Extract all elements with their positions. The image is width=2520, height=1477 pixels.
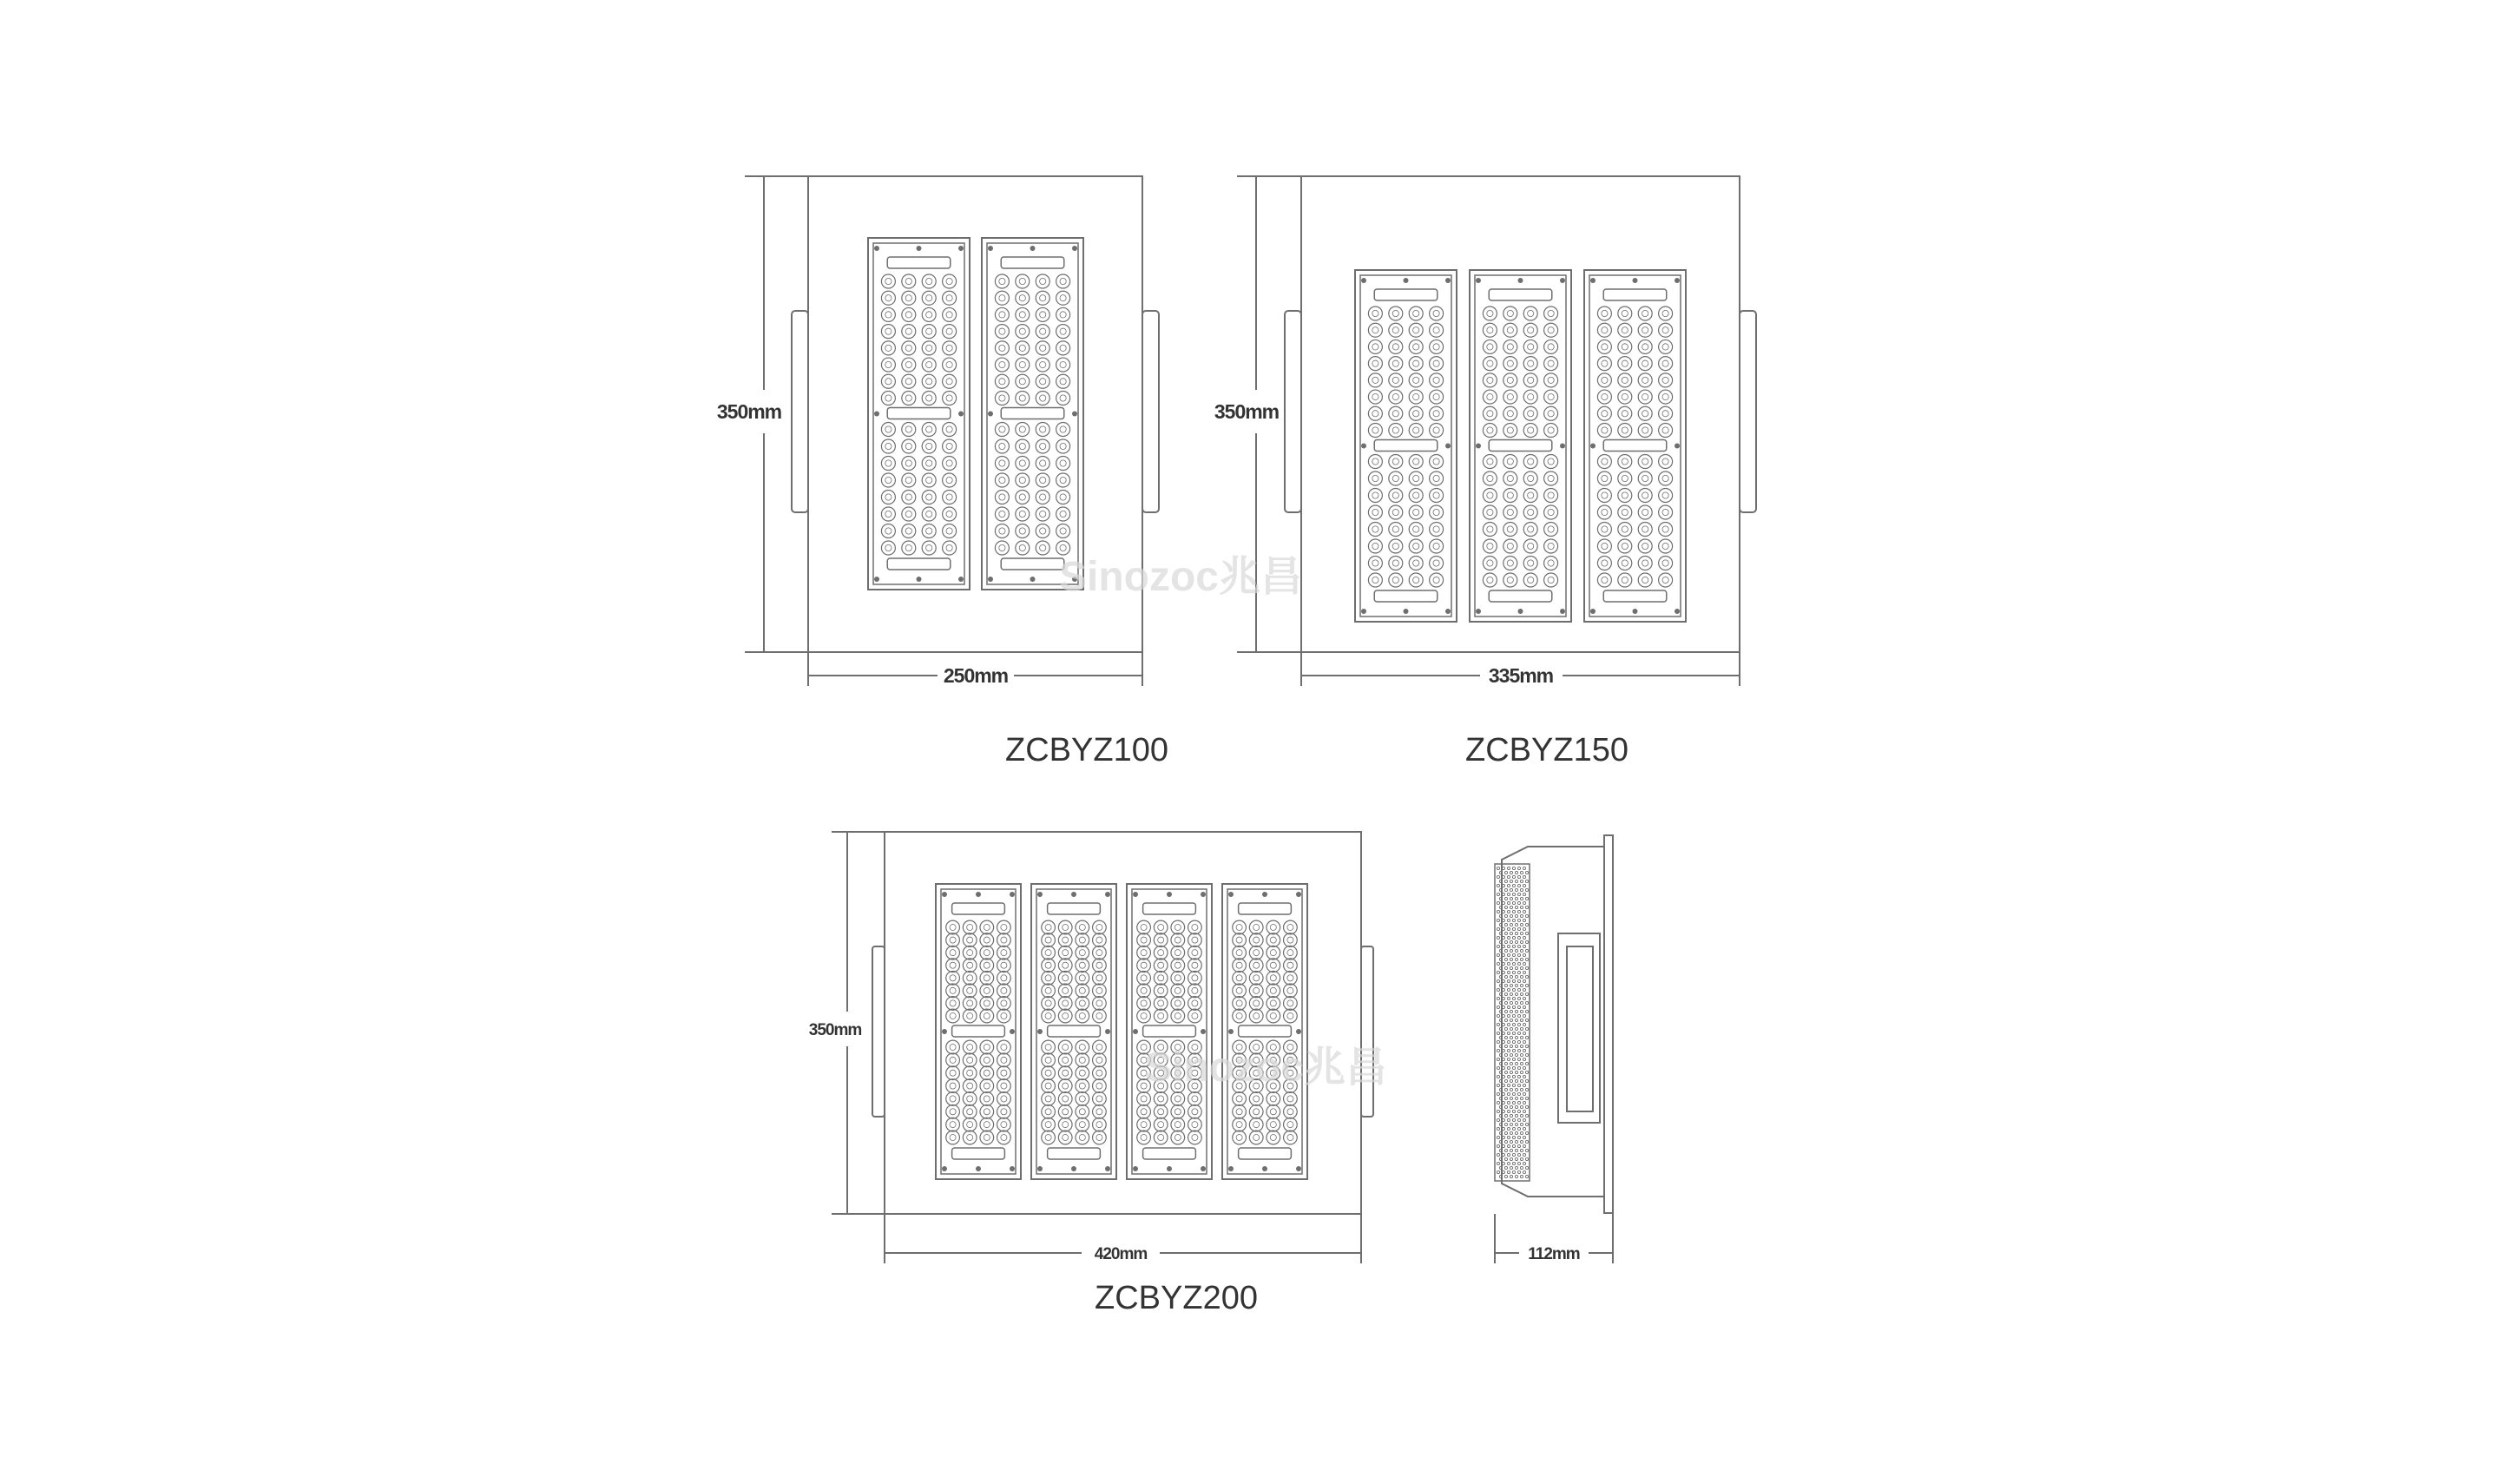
led-module <box>982 238 1083 590</box>
zcbyz100-width-label: 250mm <box>943 664 1009 687</box>
zcbyz100-height-label: 350mm <box>716 400 782 423</box>
led-module <box>1222 884 1307 1179</box>
led-module <box>868 238 970 590</box>
watermark-lower: Sinozoc兆昌 <box>1143 1045 1388 1091</box>
zcbyz100-modules <box>868 238 1083 590</box>
side-view-heatsink <box>1495 864 1530 1181</box>
led-module <box>1470 270 1571 622</box>
zcbyz200-height-label: 350mm <box>808 1021 862 1039</box>
zcbyz150-drawing <box>1214 176 1756 768</box>
watermark-upper: Sinozoc兆昌 <box>1058 554 1303 600</box>
led-module <box>1031 884 1116 1179</box>
zcbyz150-model-label: ZCBYZ150 <box>1465 732 1628 768</box>
zcbyz150-dimension-lines <box>1237 176 1740 686</box>
led-module <box>1355 270 1457 622</box>
zcbyz200-modules <box>936 884 1307 1179</box>
zcbyz200-width-label: 420mm <box>1094 1245 1148 1263</box>
side-view-drawing <box>1495 835 1613 1263</box>
zcbyz150-modules <box>1355 270 1686 622</box>
side-view-depth-label: 112mm <box>1528 1245 1580 1263</box>
zcbyz100-model-label: ZCBYZ100 <box>1005 732 1168 768</box>
led-module <box>1584 270 1686 622</box>
zcbyz100-drawing <box>717 176 1168 768</box>
led-module <box>936 884 1021 1179</box>
zcbyz150-width-label: 335mm <box>1488 664 1554 687</box>
zcbyz200-model-label: ZCBYZ200 <box>1095 1280 1258 1316</box>
led-module <box>1127 884 1212 1179</box>
zcbyz150-height-label: 350mm <box>1214 400 1280 423</box>
